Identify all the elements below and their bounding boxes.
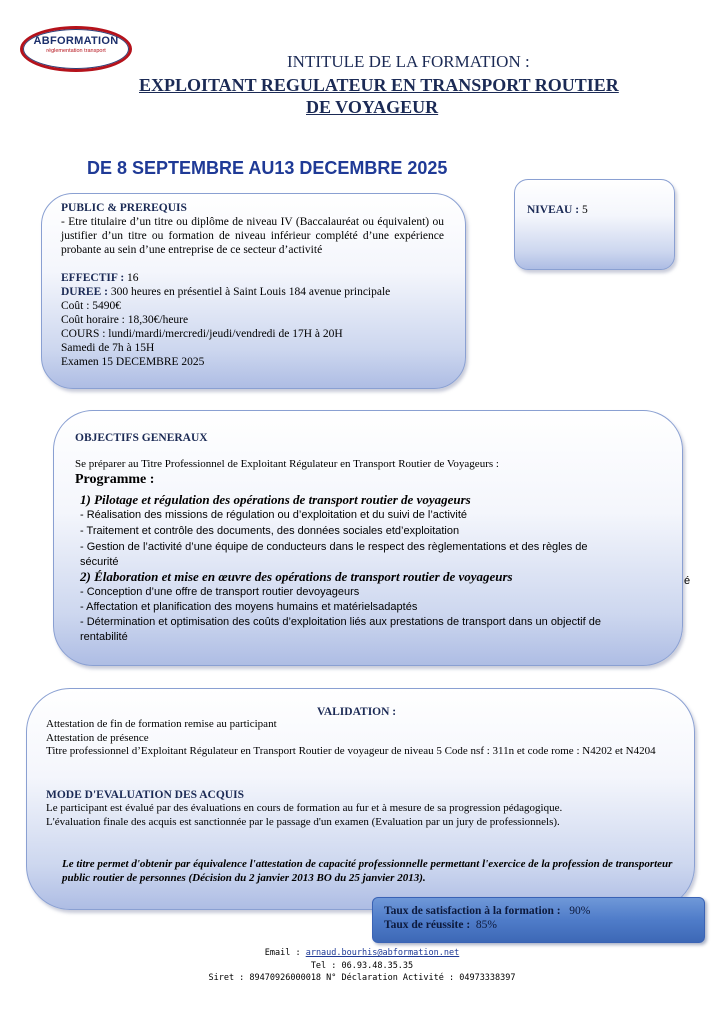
- stray-character: é: [684, 575, 691, 587]
- title-formation-name: EXPLOITANT REGULATEUR EN TRANSPORT ROUTIER: [139, 75, 619, 95]
- satisfaction-label: Taux de satisfaction à la formation :: [384, 905, 561, 917]
- objectifs-intro: Se préparer au Titre Professionnel de Exploitant Régulateur en Transport Routier de Voyageurs :: [75, 458, 499, 470]
- validation-line: Titre professionnel d’Exploitant Régulateur en Transport Routier de voyageur de niveau 5 Code nsf : 311n et code rome : N4202 et N4204: [46, 745, 656, 757]
- email-label: Email :: [264, 948, 301, 958]
- validation-line: Attestation de fin de formation remise au participant: [46, 718, 277, 730]
- mode-evaluation-line: Le participant est évalué par des évaluations en cours de formation au fur et à mesure de sa progression pédagogique.: [46, 802, 563, 814]
- list-item: - Gestion de l’activité d’une équipe de conducteurs dans le respect des règlementations et des règles de sécurité: [80, 541, 588, 568]
- effectif-value: 16: [127, 272, 139, 284]
- mode-evaluation-lines: [46, 802, 666, 829]
- effectif-label: EFFECTIF :: [61, 272, 125, 284]
- programme-label: Programme :: [75, 472, 155, 487]
- duree-value: 300 heures en présentiel à Saint Louis 184 avenue principale: [110, 286, 391, 298]
- footer-siret: Siret : 89470926000018 N° Déclaration Activité : 04973338397: [208, 973, 516, 983]
- public-prereq: - Etre titulaire d’un titre ou diplôme de niveau IV (Baccalauréat ou équivalent) ou justifier d’un titre ou formation de niveau inférieur complété d’une expérience probante au sein d’une entreprise de ce secteur d’activité: [61, 216, 444, 256]
- duree-label: DUREE :: [61, 286, 108, 298]
- public-heading: PUBLIC & PREREQUIS: [61, 202, 187, 214]
- validation-heading: VALIDATION :: [317, 706, 397, 718]
- reussite-value: 85%: [475, 919, 497, 931]
- email-link[interactable]: arnaud.bourhis@abformation.net: [305, 948, 460, 958]
- equivalence-note: Le titre permet d'obtenir par équivalence l'attestation de capacité professionnelle permettant l'exercice de la profession de transporteur public routier de personnes (Décision du 2 janvier 2013 BO du 25 janvier 2013).: [62, 858, 673, 884]
- samedi-schedule: Samedi de 7h à 15H: [61, 342, 155, 354]
- validation-line: Attestation de présence: [46, 731, 149, 744]
- cout: Coût : 5490€: [61, 300, 122, 312]
- programme-axis-2: 2) Élaboration et mise en œuvre des opérations de transport routier de voyageurs: [80, 569, 513, 584]
- objectifs-heading: OBJECTIFS GENERAUX: [75, 432, 208, 444]
- title-formation-name-cont: DE VOYAGEUR: [306, 97, 439, 117]
- logo-name: ABFORMATION: [33, 35, 119, 47]
- programme-axis-1: 1) Pilotage et régulation des opérations de transport routier de voyageurs: [80, 492, 471, 507]
- taux-section: [384, 904, 590, 932]
- niveau-value: 5: [581, 204, 588, 216]
- mode-evaluation-line: L'évaluation finale des acquis est sanctionnée par le passage d'un examen (Evaluation par un jury de professionnels).: [46, 815, 560, 828]
- title-intitule: INTITULE DE LA FORMATION :: [287, 52, 530, 71]
- logo-tagline: réglementation transport: [46, 48, 106, 54]
- footer-email-line: [0, 947, 724, 959]
- list-item: - Détermination et optimisation des coûts d’exploitation liés aux prestations de transport dans un objectif de rentabilité: [80, 616, 601, 643]
- footer-tel: Tel : 06.93.48.35.35: [310, 961, 414, 971]
- cout-horaire: Coût horaire : 18,30€/heure: [61, 314, 189, 326]
- examen-date: Examen 15 DECEMBRE 2025: [61, 356, 205, 368]
- formation-dates: DE 8 SEPTEMBRE AU13 DECEMBRE 2025: [87, 158, 448, 178]
- list-item: - Affectation et planification des moyens humains et matérielsadaptés: [80, 601, 418, 613]
- validation-lines: [46, 718, 656, 759]
- public-section: [61, 201, 444, 369]
- company-logo: [20, 26, 132, 72]
- mode-evaluation-heading: MODE D'EVALUATION DES ACQUIS: [46, 789, 244, 801]
- reussite-label: Taux de réussite :: [384, 919, 471, 931]
- niveau-label: NIVEAU :: [527, 204, 580, 216]
- niveau-section: [527, 203, 588, 217]
- list-item: - Traitement et contrôle des documents, des données sociales etd’exploitation: [80, 525, 460, 537]
- niveau-box: [514, 179, 675, 270]
- list-item: - Conception d’une offre de transport routier devoyageurs: [80, 586, 360, 598]
- list-item: - Réalisation des missions de régulation ou d’exploitation et du suivi de l’activité: [80, 509, 468, 521]
- satisfaction-value: 90%: [569, 905, 591, 917]
- cours-schedule: COURS : lundi/mardi/mercredi/jeudi/vendredi de 17H à 20H: [61, 328, 343, 340]
